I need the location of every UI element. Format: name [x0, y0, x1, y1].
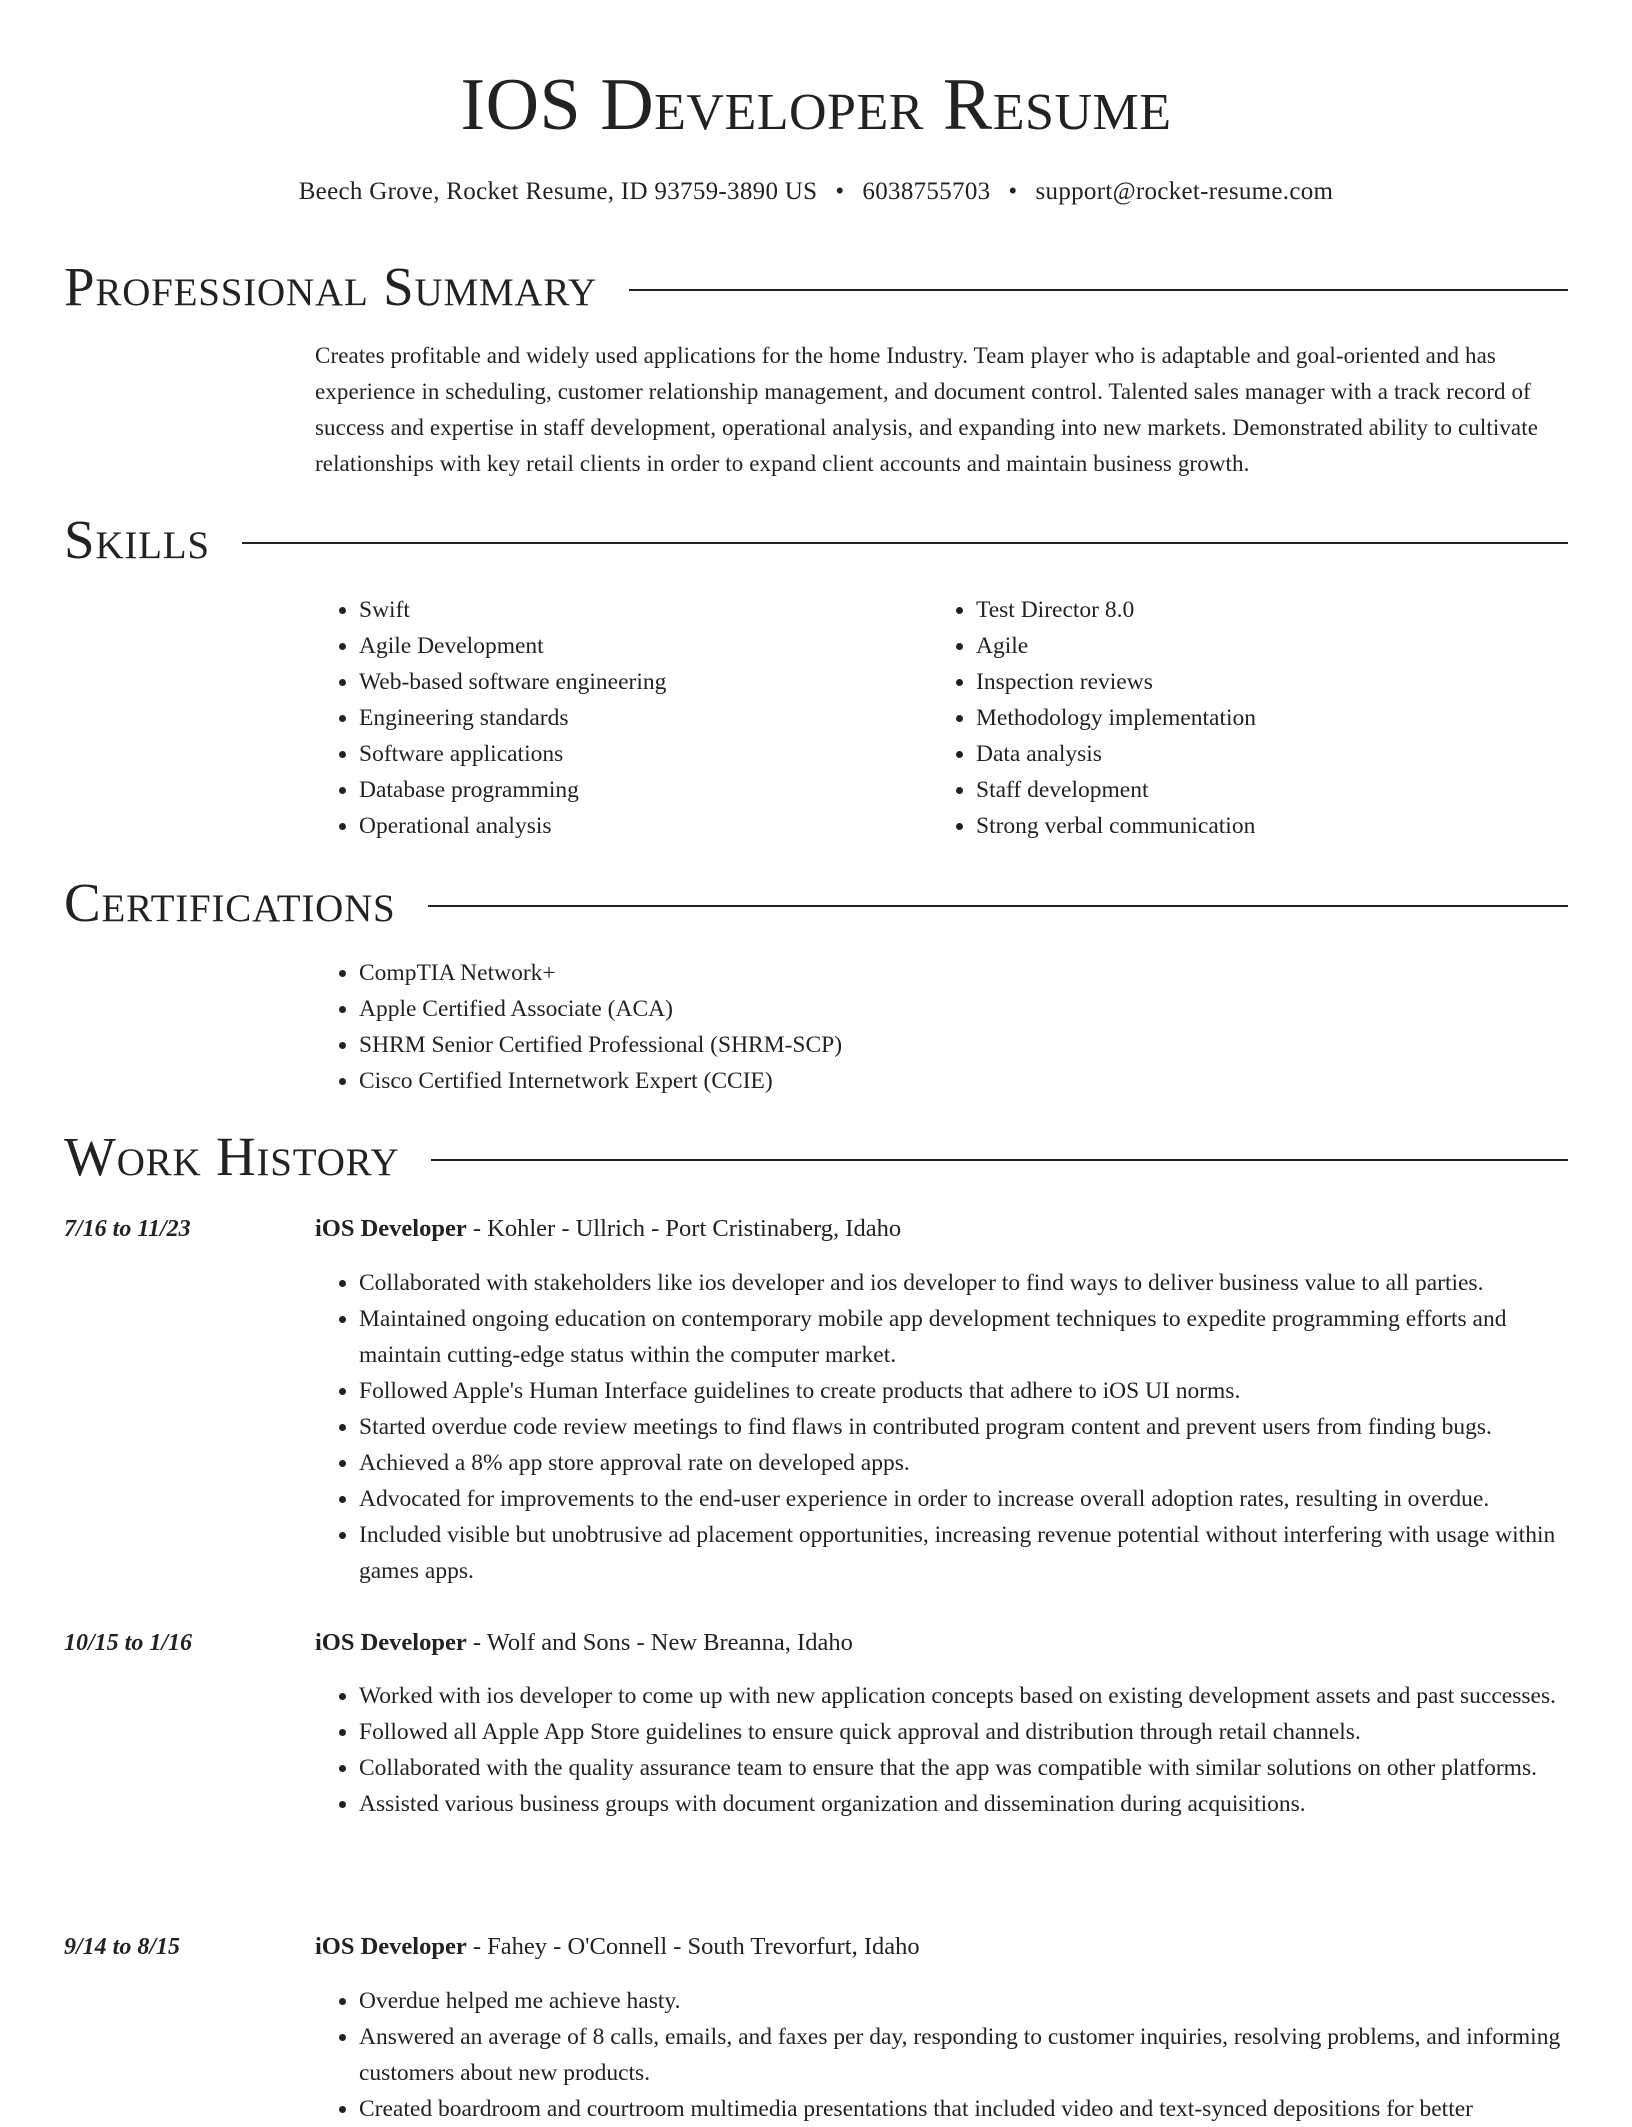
section-divider — [629, 289, 1568, 291]
skill-item: • Staff development — [976, 772, 1532, 808]
skill-item: • Software applications — [359, 736, 915, 772]
contact-email: support@rocket-resume.com — [1035, 178, 1334, 205]
job-bullet: • Included visible but unobtrusive ad placement opportunities, increasing revenue potential without interfering with usage within games apps. — [359, 1517, 1577, 1589]
job-heading — [315, 1929, 920, 1965]
work-history-heading: Work History — [64, 1126, 400, 1187]
section-divider — [431, 1159, 1568, 1161]
certifications-heading: Certifications — [64, 872, 396, 933]
skill-item: • Web-based software engineering — [359, 664, 915, 700]
contact-phone: 6038755703 — [862, 178, 991, 205]
job-bullet: • Created boardroom and courtroom multimedia presentations that included video and text-synced depositions for better — [359, 2091, 1577, 2127]
skill-item: • Swift — [359, 592, 915, 628]
job-bullets — [315, 1265, 1577, 1589]
job-bullet: • Collaborated with stakeholders like ios developer and ios developer to find ways to deliver business value to all parties. — [359, 1265, 1577, 1301]
job-dates: 10/15 to 1/16 — [64, 1630, 193, 1656]
contact-separator: • — [1008, 178, 1018, 205]
section-divider — [428, 905, 1568, 907]
skill-item: • Methodology implementation — [976, 700, 1532, 736]
work-history-section-header — [64, 1122, 1568, 1192]
section-divider — [242, 542, 1568, 544]
skill-item: • Agile Development — [359, 628, 915, 664]
skill-item: • Agile — [976, 628, 1532, 664]
skills-heading: Skills — [64, 509, 210, 570]
job-dates: 9/14 to 8/15 — [64, 1934, 181, 1960]
job-heading — [315, 1211, 901, 1247]
certification-item: • CompTIA Network+ — [359, 955, 1215, 991]
skill-item: • Database programming — [359, 772, 915, 808]
job-bullet: • Followed all Apple App Store guidelines to ensure quick approval and distribution through retail channels. — [359, 1714, 1577, 1750]
skill-item: • Engineering standards — [359, 700, 915, 736]
skill-item: • Strong verbal communication — [976, 808, 1532, 844]
job-bullet: • Answered an average of 8 calls, emails, and faxes per day, responding to customer inquiries, resolving problems, and informing customers about new products. — [359, 2019, 1577, 2091]
job-bullets — [315, 1678, 1577, 1822]
job-dates: 7/16 to 11/23 — [64, 1216, 191, 1242]
contact-address: Beech Grove, Rocket Resume, ID 93759-3890 US — [298, 178, 818, 205]
skill-item: • Operational analysis — [359, 808, 915, 844]
skill-item: • Inspection reviews — [976, 664, 1532, 700]
job-title: iOS Developer — [315, 1629, 467, 1656]
skill-item: • Test Director 8.0 — [976, 592, 1532, 628]
job-bullets — [315, 1983, 1577, 2127]
certification-item: • Cisco Certified Internetwork Expert (CCIE) — [359, 1063, 1215, 1099]
summary-heading: Professional Summary — [64, 256, 598, 317]
skills-section-header — [64, 505, 1568, 575]
certifications-section-header — [64, 868, 1568, 938]
job-employer: - Fahey - O'Connell - South Trevorfurt, Idaho — [466, 1933, 920, 1960]
job-bullet: • Advocated for improvements to the end-user experience in order to increase overall adoption rates, resulting in overdue. — [359, 1481, 1577, 1517]
skill-item: • Data analysis — [976, 736, 1532, 772]
job-bullet: • Started overdue code review meetings to find flaws in contributed program content and prevent users from finding bugs. — [359, 1409, 1577, 1445]
resume-title: IOS Developer Resume — [460, 64, 1172, 146]
job-bullet: • Followed Apple's Human Interface guidelines to create products that adhere to iOS UI norms. — [359, 1373, 1577, 1409]
job-bullet: • Assisted various business groups with document organization and dissemination during acquisitions. — [359, 1786, 1577, 1822]
job-bullet: • Overdue helped me achieve hasty. — [359, 1983, 1577, 2019]
job-employer: - Kohler - Ullrich - Port Cristinaberg, Idaho — [466, 1215, 902, 1242]
job-title: iOS Developer — [315, 1933, 467, 1960]
contact-line — [0, 172, 1632, 212]
job-bullet: • Maintained ongoing education on contemporary mobile app development techniques to expedite programming efforts and maintain cutting-edge status within the computer market. — [359, 1301, 1577, 1373]
summary-section-header — [64, 252, 1568, 322]
job-bullet: • Worked with ios developer to come up with new application concepts based on existing development assets and past successes. — [359, 1678, 1577, 1714]
job-bullet: • Collaborated with the quality assurance team to ensure that the app was compatible with similar solutions on other platforms. — [359, 1750, 1577, 1786]
certifications-list — [315, 955, 1215, 1099]
certification-item: • SHRM Senior Certified Professional (SHRM-SCP) — [359, 1027, 1215, 1063]
skills-left-column — [315, 592, 915, 844]
job-heading — [315, 1625, 853, 1661]
certification-item: • Apple Certified Associate (ACA) — [359, 991, 1215, 1027]
job-employer: - Wolf and Sons - New Breanna, Idaho — [466, 1629, 853, 1656]
job-bullet: • Achieved a 8% app store approval rate on developed apps. — [359, 1445, 1577, 1481]
summary-text: Creates profitable and widely used applications for the home Industry. Team player who is adaptable and goal-oriented and has experience in scheduling, customer relationship management, and document control. Talented sales manager with a track record of success and expertise in staff development, operational analysis, and expanding into new markets. Demonstrated ability to cultivate relationships with key retail clients in order to expand client accounts and maintain business growth. — [315, 343, 1539, 476]
skills-right-column — [932, 592, 1532, 844]
job-title: iOS Developer — [315, 1215, 467, 1242]
contact-separator: • — [835, 178, 845, 205]
